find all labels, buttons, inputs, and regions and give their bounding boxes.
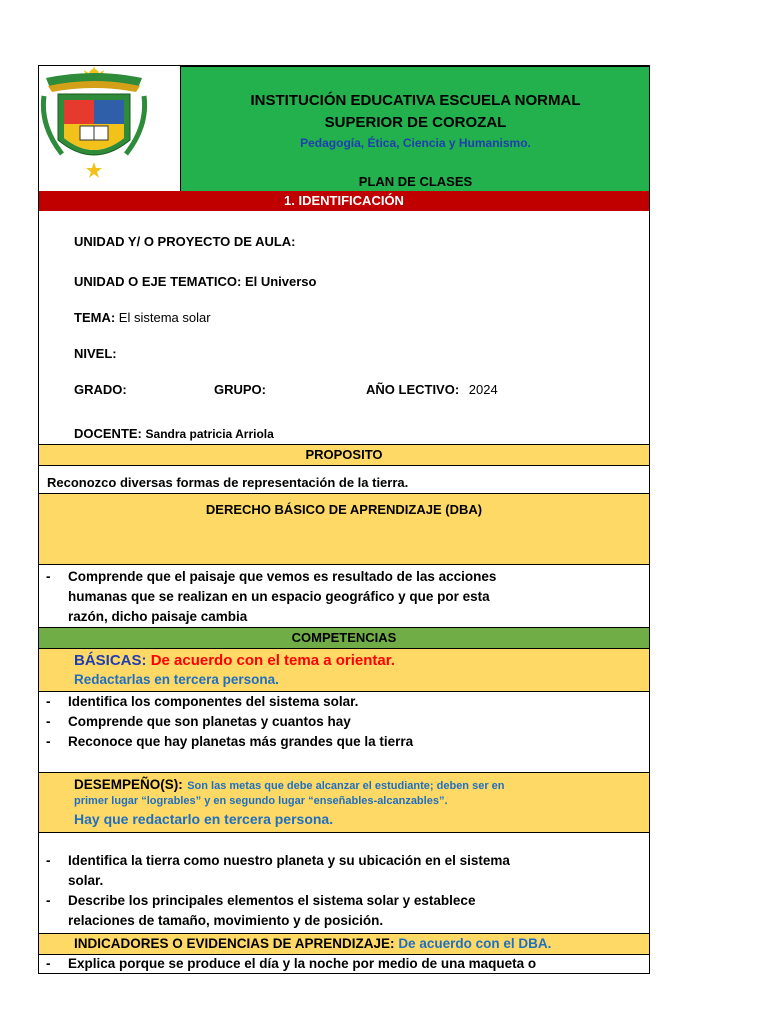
basicas-label: BÁSICAS: xyxy=(74,652,147,669)
desempenos-note-2: primer lugar “logrables” y en segundo lugar “enseñables-alcanzables”. xyxy=(74,795,448,807)
school-crest-icon xyxy=(38,66,181,192)
indicadores-note: De acuerdo con el DBA. xyxy=(398,936,552,951)
desempenos-label: DESEMPEÑO(S): xyxy=(74,777,183,792)
tema-field xyxy=(74,310,211,325)
anio-label: AÑO LECTIVO: xyxy=(366,382,460,397)
desempenos-note-3: Hay que redactarlo en tercera persona. xyxy=(74,811,334,827)
eje-value: El Universo xyxy=(244,274,317,289)
docente-label: DOCENTE: xyxy=(74,426,142,441)
institution-name-line2: SUPERIOR DE COROZAL xyxy=(324,114,507,131)
list-item-dash: - xyxy=(46,893,51,908)
desempeno-item-2-line1: Describe los principales elementos el sistema solar y establece xyxy=(68,893,476,908)
competencias-list xyxy=(38,692,650,772)
list-item-dash: - xyxy=(46,734,51,749)
eje-label: UNIDAD O EJE TEMATICO: xyxy=(74,274,242,289)
indicadores-list xyxy=(38,955,650,973)
basicas-section xyxy=(38,649,650,691)
basicas-line xyxy=(74,652,395,669)
tema-value: El sistema solar xyxy=(118,310,211,325)
list-item-dash: - xyxy=(46,956,51,971)
anio-value: 2024 xyxy=(468,382,498,397)
dba-line-1: Comprende que el paisaje que vemos es resultado de las acciones xyxy=(68,569,497,584)
docente-value: Sandra patricia Arriola xyxy=(145,427,274,441)
proposito-heading: PROPOSITO xyxy=(38,445,650,465)
desempenos-note-1: Son las metas que debe alcanzar el estudiante; deben ser en xyxy=(187,780,505,792)
dba-section-header xyxy=(38,494,650,564)
tema-label: TEMA: xyxy=(74,310,116,325)
dba-line-2: humanas que se realizan en un espacio geográfico y que por esta xyxy=(68,589,490,604)
desempenos-header xyxy=(38,773,650,832)
competencia-item-3: Reconoce que hay planetas más grandes que la tierra xyxy=(68,734,414,749)
header-title-panel xyxy=(181,66,650,192)
desempeno-item-1-line2: solar. xyxy=(68,873,104,888)
docente-field xyxy=(74,426,274,441)
anio-field xyxy=(366,382,498,397)
eje-field xyxy=(74,274,316,289)
dba-line-3: razón, dicho paisaje cambia xyxy=(68,609,248,624)
institution-motto: Pedagogía, Ética, Ciencia y Humanismo. xyxy=(300,136,531,150)
basicas-note: De acuerdo con el tema a orientar. xyxy=(150,652,395,669)
grado-label: GRADO: xyxy=(74,382,127,397)
list-item-dash: - xyxy=(46,694,51,709)
competencia-item-1: Identifica los componentes del sistema solar. xyxy=(68,694,359,709)
grupo-label: GRUPO: xyxy=(214,382,266,397)
indicadores-label: INDICADORES O EVIDENCIAS DE APRENDIZAJE: xyxy=(74,936,395,951)
indicadores-line xyxy=(74,936,551,951)
unidad-label: UNIDAD Y/ O PROYECTO DE AULA: xyxy=(74,234,296,249)
indicador-item-1: Explica porque se produce el día y la noche por medio de una maqueta o xyxy=(68,956,537,971)
nivel-label: NIVEL: xyxy=(74,346,117,361)
table-border-left xyxy=(38,65,39,973)
proposito-section xyxy=(38,466,650,493)
dba-dash: - xyxy=(46,569,51,584)
identification-section xyxy=(38,211,650,442)
desempenos-line-1 xyxy=(74,776,505,794)
desempeno-item-1-line1: Identifica la tierra como nuestro planeta y su ubicación en el sistema xyxy=(68,853,510,868)
identification-heading: 1. IDENTIFICACIÓN xyxy=(38,191,650,211)
basicas-note-2: Redactarlas en tercera persona. xyxy=(74,672,279,687)
desempeno-item-2-line2: relaciones de tamaño, movimiento y de posición. xyxy=(68,913,384,928)
table-border-right xyxy=(649,65,650,973)
dba-section xyxy=(38,565,650,627)
institution-name-line1: INSTITUCIÓN EDUCATIVA ESCUELA NORMAL xyxy=(250,92,581,109)
header xyxy=(38,65,650,191)
desempenos-list xyxy=(38,833,650,933)
list-item-dash: - xyxy=(46,853,51,868)
school-logo xyxy=(38,66,181,192)
plan-title: PLAN DE CLASES xyxy=(358,174,473,189)
proposito-text: Reconozco diversas formas de representación de la tierra. xyxy=(47,475,409,490)
list-item-dash: - xyxy=(46,714,51,729)
competencias-heading: COMPETENCIAS xyxy=(38,628,650,648)
competencia-item-2: Comprende que son planetas y cuantos hay xyxy=(68,714,351,729)
indicadores-heading xyxy=(38,934,650,954)
dba-heading: DERECHO BÁSICO DE APRENDIZAJE (DBA) xyxy=(205,502,483,517)
